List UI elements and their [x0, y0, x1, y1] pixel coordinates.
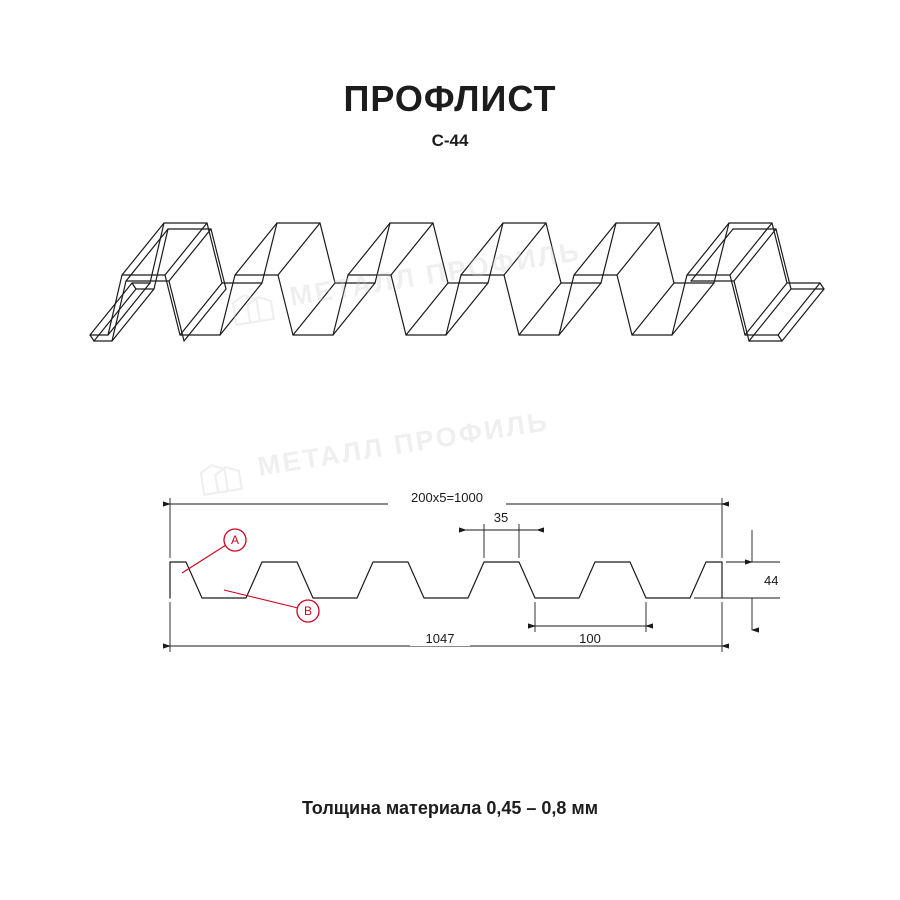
isometric-profile-sheet-view: [60, 215, 850, 405]
watermark-lower: [255, 406, 552, 483]
watermark-text: МЕТАЛЛ ПРОФИЛЬ: [255, 406, 552, 482]
cross-section-profile-view: [140, 480, 780, 680]
dimension-height: [752, 530, 778, 630]
dimension-overall-width: [170, 630, 722, 646]
watermark-text: МЕТАЛЛ ПРОФИЛЬ: [287, 236, 584, 312]
callout-b-label: B: [303, 604, 313, 618]
dimension-rib-top-width: [466, 510, 537, 530]
dimension-pitch-label: 100: [579, 631, 601, 646]
dimension-pitch: [535, 626, 646, 646]
product-model: С-44: [431, 131, 469, 150]
dimension-pitch-total: [170, 490, 722, 509]
dimension-pitch-total-label: 200x5=1000: [411, 490, 483, 505]
dimension-height-label: 44: [764, 573, 779, 588]
material-thickness-note: Толщина материала 0,45 – 0,8 мм: [301, 798, 599, 818]
callout-a-label: A: [230, 533, 240, 547]
dimension-overall-width-label: 1047: [425, 631, 455, 646]
page-title: ПРОФЛИСТ: [343, 78, 557, 119]
dimension-rib-top-width-label: 35: [493, 510, 509, 525]
callout-a: [182, 529, 246, 573]
callout-b: [224, 590, 319, 622]
